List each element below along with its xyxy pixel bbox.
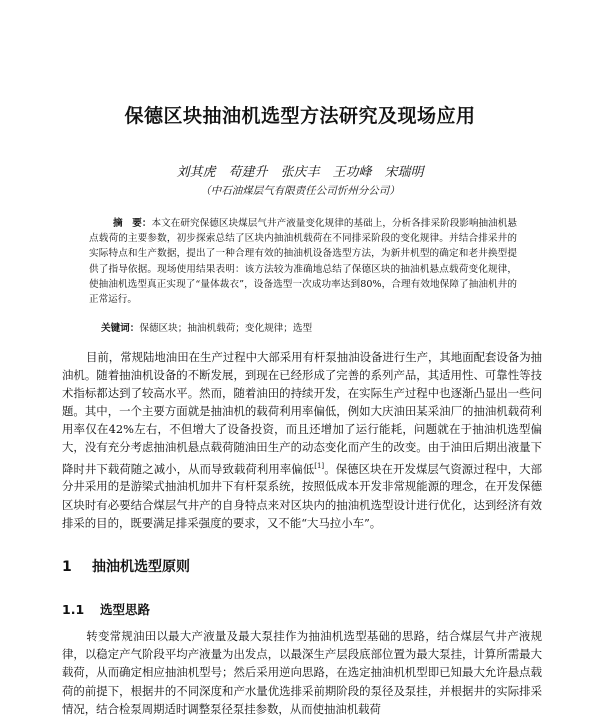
section-number: 1 — [62, 559, 72, 575]
subsection-title: 选型思路 — [100, 602, 151, 617]
subsection-text: 转变常规油田以最大产液量及最大泵挂作为抽油机选型基础的思路，结合煤层气井产液规律，以稳定产气阶段平均产液量为出发点，以最深生产层段底部位置为最大泵挂，计算所需最大载荷，从而确定相应抽油机型号；然后采用逆向思路，在选定抽油机机型即已知最大允许悬点载荷的前提下，根据井的不同深度和产水量优选排采前期阶段的泵径及泵挂，并根据井的实际排采情况，结合检泵周期适时调整泵径泵挂参数，从而使抽油机载荷 — [62, 629, 542, 716]
section-heading-1 — [62, 556, 542, 576]
paper-title: 保德区块抽油机选型方法研究及现场应用 — [124, 105, 476, 127]
subsection-number: 1.1 — [62, 602, 85, 617]
reference-marker[interactable]: [1] — [314, 461, 325, 470]
abstract-block — [89, 216, 517, 307]
affiliation: （中石油煤层气有限责任公司忻州分公司） — [200, 185, 400, 197]
section-title: 抽油机选型原则 — [92, 559, 190, 575]
subsection-heading-1-1 — [62, 600, 542, 618]
abstract-text: 本文在研究保德区块煤层气井产液量变化规律的基础上，分析各排采阶段影响抽油机悬点载荷的主要参数，初步探索总结了区块内抽油机载荷在不同排采阶段的变化规律。并结合排采井的实际特点和生产数据，提出了一种合理有效的抽油机设备选型方法，为新井机型的确定和老井换型提供了指导依据。现场使用结果表明：该方法较为准确地总结了保德区块的抽油机悬点载荷变化规律，使抽油机选型真正实现了“量体裁衣”，设备选型一次成功率达到80%，合理有效地保障了抽油机井的正常运行。 — [89, 218, 518, 306]
keywords-text: 保德区块；抽油机载荷；变化规律；选型 — [139, 323, 313, 334]
keywords-label: 关键词： — [101, 323, 140, 334]
intro-text: 目前，常规陆地油田在生产过程中大部采用有杆泵抽油设备进行生产，其地面配套设备为抽油机。随着抽油机设备的不断发展，到现在已经形成了完善的系列产品，其适用性、可靠性等技术指标都达到了较高水平。然而，随着油田的持续开发，在实际生产过程中也逐渐凸显出一些问题。其中，一个主要方面就是抽油机的载荷利用率偏低，例如大庆油田某采油厂的抽油机载荷利用率仅在42%左右，不但增大了设备投资，而且还增加了运行能耗，问题就在于抽油机选型偏大，没有充分考虑抽油机悬点载荷随油田生产的动态变化而产生的改变。由于油田后期出液量下降时井下载荷随之减小，从而导致载荷利用率偏低 — [62, 350, 542, 476]
subsection-paragraph — [62, 627, 542, 718]
intro-text-continued: 。保德区块在开发煤层气资源过程中，大部分井采用的是游梁式抽油机加井下有杆泵系统，按照低成本开发非常规能源的理念，在开发保德区块时有必要结合煤层气井产的自身特点来对区块内的抽油机选型设计进行优化，达到经济有效排采的目的，既要满足排采强度的要求，又不能“大马拉小车”。 — [62, 461, 542, 530]
intro-paragraph — [62, 348, 542, 532]
keywords-block — [89, 321, 517, 336]
abstract-label: 摘 要： — [113, 218, 152, 229]
author-list: 刘其虎 苟建升 张庆丰 王功峰 宋瑞明 — [176, 165, 424, 180]
